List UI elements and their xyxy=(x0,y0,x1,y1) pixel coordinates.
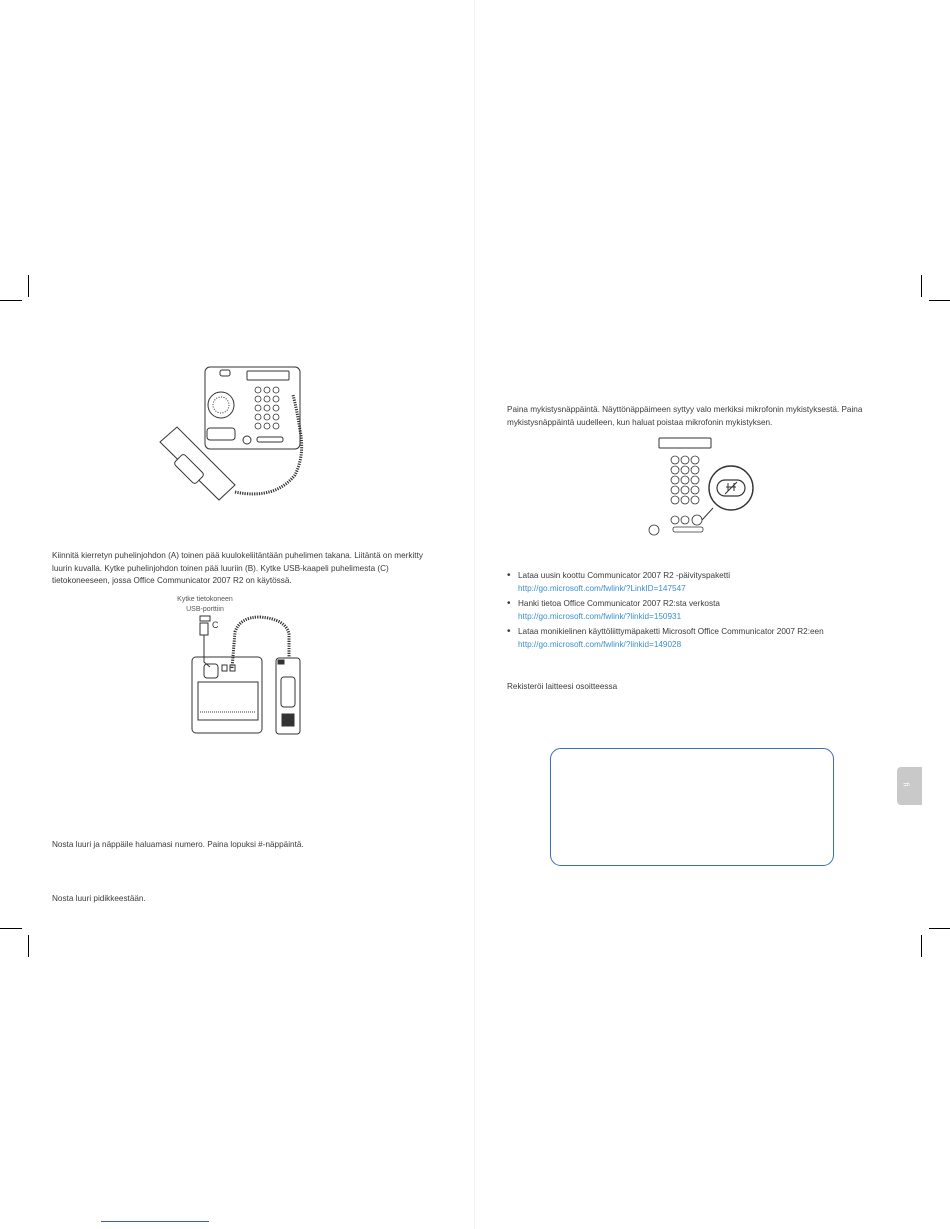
list-item xyxy=(507,626,877,651)
phone-illustration xyxy=(155,360,315,510)
crop-mark xyxy=(0,928,22,929)
language-pack-link[interactable]: http://go.microsoft.com/fwlink/?linkid=149028 xyxy=(518,639,682,649)
label-c: C xyxy=(212,620,219,630)
update-pack-link[interactable]: http://go.microsoft.com/fwlink/?LinkID=147547 xyxy=(518,583,686,593)
language-tab-label: fi xyxy=(901,782,911,787)
crop-mark xyxy=(0,300,22,301)
list-item xyxy=(507,570,877,595)
crop-mark xyxy=(921,935,922,957)
crop-mark xyxy=(929,300,950,301)
crop-mark xyxy=(921,275,922,297)
note-box xyxy=(550,748,834,866)
connect-instructions: Kiinnitä kierretyn puhelinjohdon (A) toinen pää kuulokeliitäntään puhelimen takana. Liitäntä on merkitty luurin kuvalla. Kytke puhelinjohdon toinen pää luuriin (B). Kytke USB-kaapeli puhelimesta (C) tietokoneeseen, jossa Office Communicator 2007 R2 on käytössä. xyxy=(52,551,423,586)
usb-caption-line1: Kytke tietokoneen xyxy=(177,596,233,603)
crop-mark xyxy=(28,275,29,297)
usb-caption-line2: USB-porttiin xyxy=(186,606,224,613)
answer-instructions: Nosta luuri pidikkeestään. xyxy=(52,894,146,903)
crop-mark xyxy=(474,0,475,1229)
mute-instructions: Paina mykistysnäppäintä. Näyttönäppäimeen syttyy valo merkiksi mikrofonin mykistyksestä. Paina mykistysnäppäintä uudelleen, kun haluat poistaa mikrofonin mykistyksen. xyxy=(507,405,863,427)
online-info-link[interactable]: http://go.microsoft.com/fwlink/?linkid=150931 xyxy=(518,611,682,621)
bottom-rule xyxy=(101,1221,209,1222)
register-instructions: Rekisteröi laitteesi osoitteessa xyxy=(507,682,618,691)
dial-instructions: Nosta luuri ja näppäile haluamasi numero. Paina lopuksi #-näppäintä. xyxy=(52,840,304,849)
language-tab xyxy=(897,767,922,805)
mute-keypad-illustration xyxy=(645,436,760,538)
list-item-text: • Hanki tietoa Office Communicator 2007 R2:sta verkosta xyxy=(518,599,720,609)
crop-mark xyxy=(929,928,950,929)
resource-link-list xyxy=(507,570,877,655)
list-item-text: • Lataa uusin koottu Communicator 2007 R2 -päivityspaketti xyxy=(518,571,731,580)
list-item xyxy=(507,598,877,623)
list-item-text: • Lataa monikielinen käyttöliittymäpaketti Microsoft Office Communicator 2007 R2:een xyxy=(518,627,824,637)
usb-connection-diagram xyxy=(190,612,305,740)
crop-mark xyxy=(28,935,29,957)
